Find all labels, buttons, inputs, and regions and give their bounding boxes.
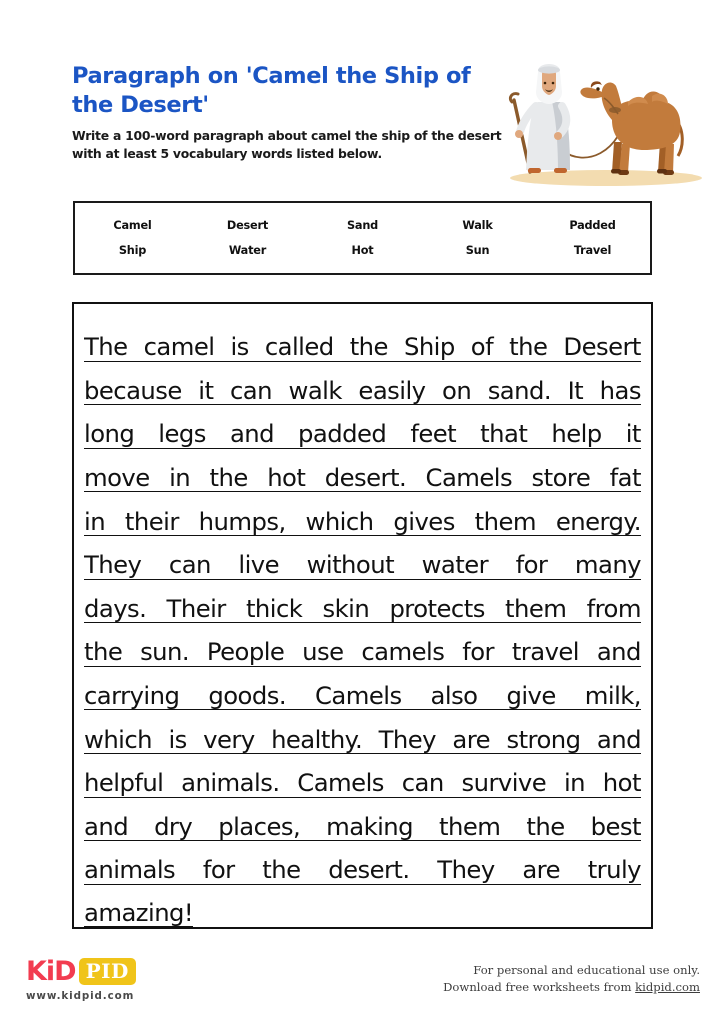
answer-line [84, 449, 641, 493]
answer-word: can [401, 768, 444, 798]
answer-word: Camels [297, 768, 384, 798]
answer-word: it [198, 375, 214, 405]
answer-word: They [84, 550, 142, 580]
answer-word: for [202, 855, 235, 885]
answer-line [84, 405, 641, 449]
answer-word: for [462, 637, 494, 667]
answer-line [84, 536, 641, 580]
vocabulary-row [75, 219, 650, 232]
answer-word: Ship [403, 332, 455, 362]
logo-website-url: www.kidpid.com [26, 990, 135, 1002]
answer-word: the [526, 811, 565, 841]
answer-word: in [563, 768, 585, 798]
answer-word: skin [322, 593, 370, 623]
answer-word: amazing! [84, 898, 194, 928]
answer-word: Camels [314, 681, 402, 711]
answer-word: because [84, 375, 182, 405]
instructions-text: Write a 100-word paragraph about camel the ship of the desert with at least 5 vocabulary words listed below. [72, 127, 502, 161]
footer-credit-prefix: Download free worksheets from [443, 980, 636, 995]
answer-word: without [306, 550, 395, 580]
footer-credit-line2 [443, 979, 700, 996]
answer-word: and [229, 419, 274, 449]
answer-word: can [230, 375, 272, 405]
answer-word: can [168, 550, 211, 580]
vocabulary-word: Hot [351, 244, 374, 257]
answer-word: thick [245, 593, 303, 623]
answer-word: camel [143, 332, 215, 362]
answer-word: places, [218, 811, 301, 841]
answer-word: in [169, 463, 191, 493]
answer-word: They [378, 724, 436, 754]
answer-word: dry [154, 811, 193, 841]
answer-word: water [421, 550, 489, 580]
answer-word: the [84, 637, 123, 667]
vocabulary-word: Camel [113, 219, 152, 232]
worksheet-footer [0, 952, 724, 1014]
answer-word: give [506, 681, 556, 711]
vocabulary-word: Water [228, 244, 267, 257]
answer-word: hot [267, 463, 306, 493]
answer-word: them [439, 811, 501, 841]
answer-word: desert. [328, 855, 410, 885]
answer-line [84, 798, 641, 842]
vocabulary-word: Desert [226, 219, 269, 232]
man-leading-camel-illustration [494, 58, 706, 188]
answer-line [84, 362, 641, 406]
answer-line [84, 623, 641, 667]
kidpid-logo [26, 958, 136, 985]
answer-word: on [442, 375, 472, 405]
footer-credit [443, 962, 700, 997]
answer-lines [84, 318, 641, 928]
answer-word: feet [410, 419, 457, 449]
answer-word: from [586, 593, 641, 623]
answer-word: healthy. [271, 724, 363, 754]
answer-word: use [302, 637, 344, 667]
answer-word: energy. [555, 506, 641, 536]
answer-word: walk [288, 375, 342, 405]
answer-word: also [430, 681, 478, 711]
answer-line [84, 492, 641, 536]
answer-line [84, 754, 641, 798]
kidpid-link[interactable]: kidpid.com [635, 980, 700, 995]
answer-word: easily [358, 375, 426, 405]
logo-pid-badge: PID [79, 958, 136, 985]
answer-word: fat [609, 463, 641, 493]
page-title: Paragraph on 'Camel the Ship of the Desert' [72, 63, 471, 118]
answer-word: hot [602, 768, 641, 798]
answer-word: are [452, 724, 491, 754]
answer-word: The [84, 332, 128, 362]
vocabulary-word: Padded [569, 219, 616, 232]
answer-word: store [531, 463, 591, 493]
answer-word: and [596, 724, 641, 754]
answer-word: legs [158, 419, 206, 449]
vocabulary-word: Sand [346, 219, 379, 232]
answer-word: is [168, 724, 187, 754]
answer-word: that [480, 419, 528, 449]
answer-word: the [262, 855, 301, 885]
logo-kid-text: KiD [26, 956, 76, 987]
answer-word: the [209, 463, 248, 493]
answer-word: help [551, 419, 602, 449]
answer-line [84, 885, 641, 929]
answer-word: for [515, 550, 548, 580]
answer-word: them [505, 593, 567, 623]
answer-word: protects [389, 593, 485, 623]
answer-word: truly [587, 855, 641, 885]
answer-line [84, 318, 641, 362]
answer-word: milk, [584, 681, 641, 711]
vocabulary-word: Ship [118, 244, 147, 257]
vocabulary-table [73, 201, 652, 275]
answer-word: humps, [198, 506, 286, 536]
answer-word: desert. [324, 463, 407, 493]
answer-word: many [574, 550, 641, 580]
answer-word: called [264, 332, 334, 362]
answer-line [84, 580, 641, 624]
answer-word: Camels [425, 463, 513, 493]
answer-word: their [124, 506, 179, 536]
answer-word: gives [393, 506, 455, 536]
answer-word: live [238, 550, 280, 580]
answer-word: sand. [487, 375, 552, 405]
answer-line [84, 710, 641, 754]
answer-word: them [474, 506, 537, 536]
answer-word: survive [461, 768, 547, 798]
answer-word: travel [511, 637, 579, 667]
answer-line [84, 841, 641, 885]
answer-word: camels [361, 637, 445, 667]
answer-word: goods. [208, 681, 286, 711]
answer-word: days. [84, 593, 147, 623]
answer-word: Desert [563, 332, 641, 362]
answer-word: Their [166, 593, 226, 623]
vocabulary-word: Travel [573, 244, 612, 257]
answer-word: People [206, 637, 285, 667]
answer-word: has [599, 375, 641, 405]
answer-line [84, 667, 641, 711]
answer-word: best [590, 811, 641, 841]
answer-word: animals [84, 855, 176, 885]
answer-word: move [84, 463, 150, 493]
answer-word: which [84, 724, 153, 754]
vocabulary-row [75, 244, 650, 257]
answer-word: sun. [140, 637, 190, 667]
answer-word: strong [506, 724, 581, 754]
answer-word: it [625, 419, 641, 449]
answer-word: very [203, 724, 255, 754]
answer-word: helpful [84, 768, 164, 798]
answer-word: and [596, 637, 641, 667]
answer-word: the [509, 332, 548, 362]
answer-word: It [567, 375, 584, 405]
answer-word: is [230, 332, 249, 362]
vocabulary-word: Sun [465, 244, 490, 257]
answer-word: long [84, 419, 135, 449]
answer-word: carrying [84, 681, 180, 711]
answer-word: and [84, 811, 129, 841]
answer-box[interactable] [72, 302, 653, 929]
answer-word: the [349, 332, 388, 362]
answer-word: are [522, 855, 560, 885]
answer-word: padded [298, 419, 387, 449]
answer-word: making [326, 811, 414, 841]
answer-word: animals. [181, 768, 280, 798]
answer-word: in [84, 506, 106, 536]
vocabulary-word: Walk [462, 219, 493, 232]
footer-credit-line1: For personal and educational use only. [473, 963, 700, 977]
answer-word: which [305, 506, 374, 536]
answer-word: They [437, 855, 495, 885]
answer-word: of [470, 332, 494, 362]
